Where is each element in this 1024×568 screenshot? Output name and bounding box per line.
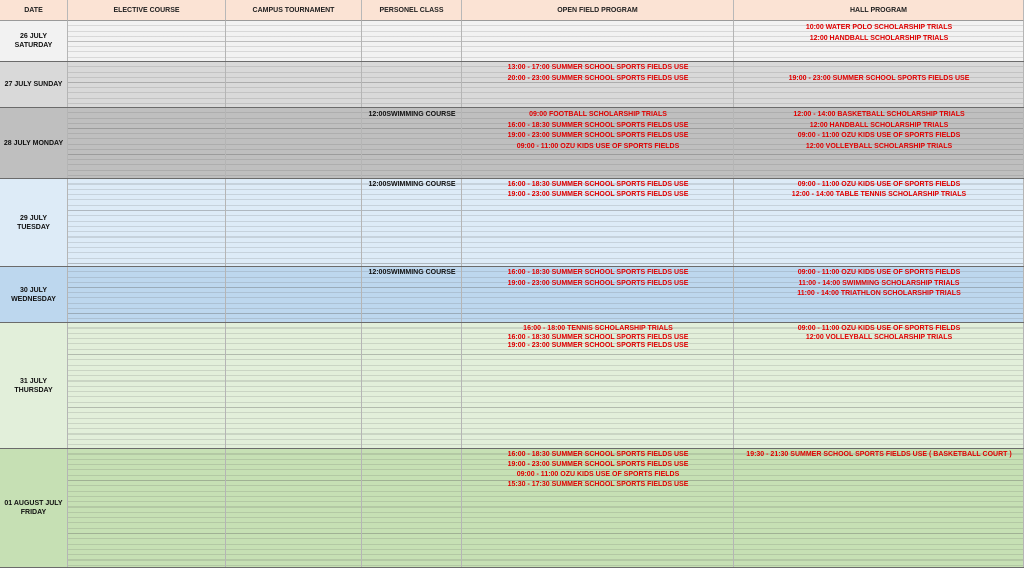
date-label: 31 JULY THURSDAY	[14, 377, 53, 394]
program-entry: 19:00 - 23:00 SUMMER SCHOOL SPORTS FIELDS USE	[507, 342, 689, 349]
date-cell	[0, 323, 68, 448]
date-label: 01 AUGUST JULY FRIDAY	[4, 500, 63, 516]
class-entry: 12:00SWIMMING COURSE	[368, 111, 456, 118]
day-block	[0, 108, 1024, 179]
program-entry: 20:00 - 23:00 SUMMER SCHOOL SPORTS FIELDS USE	[507, 74, 689, 82]
program-entry: 19:00 - 23:00 SUMMER SCHOOL SPORTS FIELDS USE	[788, 74, 970, 82]
program-entry: 09:00 - 11:00 OZU KIDS USE OF SPORTS FIELDS	[797, 132, 961, 139]
personel-cell	[362, 449, 462, 567]
program-entry: 19:00 - 23:00 SUMMER SCHOOL SPORTS FIELDS USE	[507, 132, 689, 139]
personel-cell	[362, 179, 462, 266]
hall-cell	[734, 21, 1024, 61]
program-entry: 15:30 - 17:30 SUMMER SCHOOL SPORTS FIELDS USE	[507, 481, 689, 488]
personel-cell	[362, 21, 462, 61]
personel-cell	[362, 267, 462, 322]
day-block	[0, 449, 1024, 568]
program-entry: 12:00 HANDBALL SCHOLARSHIP TRIALS	[809, 34, 949, 42]
personel-cell	[362, 108, 462, 178]
elective-cell	[68, 21, 226, 61]
campus-cell	[226, 108, 362, 178]
header-open-field-program: OPEN FIELD PROGRAM	[462, 0, 734, 21]
header-hall-program: HALL PROGRAM	[734, 0, 1024, 21]
day-block	[0, 267, 1024, 323]
program-entry: 12:00 VOLLEYBALL SCHOLARSHIP TRIALS	[805, 142, 953, 150]
open-field-cell	[462, 21, 734, 61]
hall-cell	[734, 449, 1024, 567]
campus-cell	[226, 179, 362, 266]
program-entry: 09:00 - 11:00 OZU KIDS USE OF SPORTS FIELDS	[516, 142, 680, 150]
elective-cell	[68, 267, 226, 322]
program-entry: 16:00 - 18:30 SUMMER SCHOOL SPORTS FIELDS USE	[507, 333, 689, 341]
personel-cell	[362, 62, 462, 107]
program-entry: 09:00 FOOTBALL SCHOLARSHIP TRIALS	[529, 111, 667, 118]
date-cell	[0, 267, 68, 322]
program-entry: 11:00 - 14:00 SWIMMING SCHOLARSHIP TRIALS	[798, 279, 960, 287]
campus-cell	[226, 21, 362, 61]
elective-cell	[68, 323, 226, 448]
day-block	[0, 62, 1024, 108]
program-entry: 16:00 - 18:30 SUMMER SCHOOL SPORTS FIELDS USE	[507, 269, 689, 276]
program-entry: 09:00 - 11:00 OZU KIDS USE OF SPORTS FIELDS	[516, 471, 680, 478]
date-cell	[0, 62, 68, 107]
program-entry: 12:00 - 14:00 TABLE TENNIS SCHOLARSHIP TRIALS	[791, 191, 967, 198]
program-entry: 19:30 - 21:30 SUMMER SCHOOL SPORTS FIELDS USE ( BASKETBALL COURT )	[746, 451, 1012, 458]
date-label: 27 JULY SUNDAY	[4, 81, 63, 88]
program-entry: 19:00 - 23:00 SUMMER SCHOOL SPORTS FIELDS USE	[507, 191, 689, 198]
campus-cell	[226, 62, 362, 107]
open-field-cell	[462, 267, 734, 322]
program-entry: 12:00 VOLLEYBALL SCHOLARSHIP TRIALS	[805, 333, 953, 341]
header-campus-tournament: CAMPUS TOURNAMENT	[226, 0, 362, 21]
date-cell	[0, 21, 68, 61]
program-entry: 13:00 - 17:00 SUMMER SCHOOL SPORTS FIELDS USE	[507, 64, 689, 71]
personel-cell	[362, 323, 462, 448]
program-entry: 19:00 - 23:00 SUMMER SCHOOL SPORTS FIELDS USE	[507, 279, 689, 287]
program-entry: 09:00 - 11:00 OZU KIDS USE OF SPORTS FIELDS	[797, 269, 961, 276]
day-block	[0, 323, 1024, 449]
header-date: DATE	[0, 0, 68, 21]
date-cell	[0, 179, 68, 266]
open-field-cell	[462, 62, 734, 107]
elective-cell	[68, 449, 226, 567]
program-entry: 16:00 - 18:00 TENNIS SCHOLARSHIP TRIALS	[523, 325, 673, 332]
program-entry: 12:00 - 14:00 BASKETBALL SCHOLARSHIP TRIALS	[793, 111, 965, 118]
open-field-cell	[462, 323, 734, 448]
date-label: 28 JULY MONDAY	[3, 139, 64, 147]
program-entry: 10:00 WATER POLO SCHOLARSHIP TRIALS	[805, 24, 953, 31]
program-entry: 16:00 - 18:30 SUMMER SCHOOL SPORTS FIELDS USE	[507, 121, 689, 129]
header-elective-course: ELECTIVE COURSE	[68, 0, 226, 21]
open-field-cell	[462, 108, 734, 178]
elective-cell	[68, 62, 226, 107]
open-field-cell	[462, 449, 734, 567]
date-cell	[0, 449, 68, 567]
campus-cell	[226, 267, 362, 322]
date-label: 29 JULY TUESDAY	[17, 214, 50, 231]
date-label: 30 JULY WEDNESDAY	[11, 286, 56, 303]
hall-cell	[734, 62, 1024, 107]
date-label: 26 JULY SATURDAY	[14, 33, 53, 49]
program-entry: 11:00 - 14:00 TRIATHLON SCHOLARSHIP TRIALS	[797, 290, 961, 297]
program-entry: 16:00 - 18:30 SUMMER SCHOOL SPORTS FIELDS USE	[507, 181, 689, 188]
day-block	[0, 21, 1024, 62]
header-personel-class: PERSONEL CLASS	[362, 0, 462, 21]
program-entry: 09:00 - 11:00 OZU KIDS USE OF SPORTS FIELDS	[797, 325, 961, 332]
program-entry: 09:00 - 11:00 OZU KIDS USE OF SPORTS FIELDS	[797, 181, 961, 188]
hall-cell	[734, 179, 1024, 266]
hall-cell	[734, 267, 1024, 322]
program-entry: 16:00 - 18:30 SUMMER SCHOOL SPORTS FIELDS USE	[507, 451, 689, 458]
hall-cell	[734, 108, 1024, 178]
campus-cell	[226, 323, 362, 448]
date-cell	[0, 108, 68, 178]
program-entry: 19:00 - 23:00 SUMMER SCHOOL SPORTS FIELDS USE	[507, 461, 689, 468]
campus-cell	[226, 449, 362, 567]
hall-cell	[734, 323, 1024, 448]
elective-cell	[68, 108, 226, 178]
day-block	[0, 179, 1024, 267]
elective-cell	[68, 179, 226, 266]
class-entry: 12:00SWIMMING COURSE	[368, 269, 456, 276]
open-field-cell	[462, 179, 734, 266]
program-entry: 12:00 HANDBALL SCHOLARSHIP TRIALS	[809, 121, 949, 129]
class-entry: 12:00SWIMMING COURSE	[368, 181, 456, 188]
